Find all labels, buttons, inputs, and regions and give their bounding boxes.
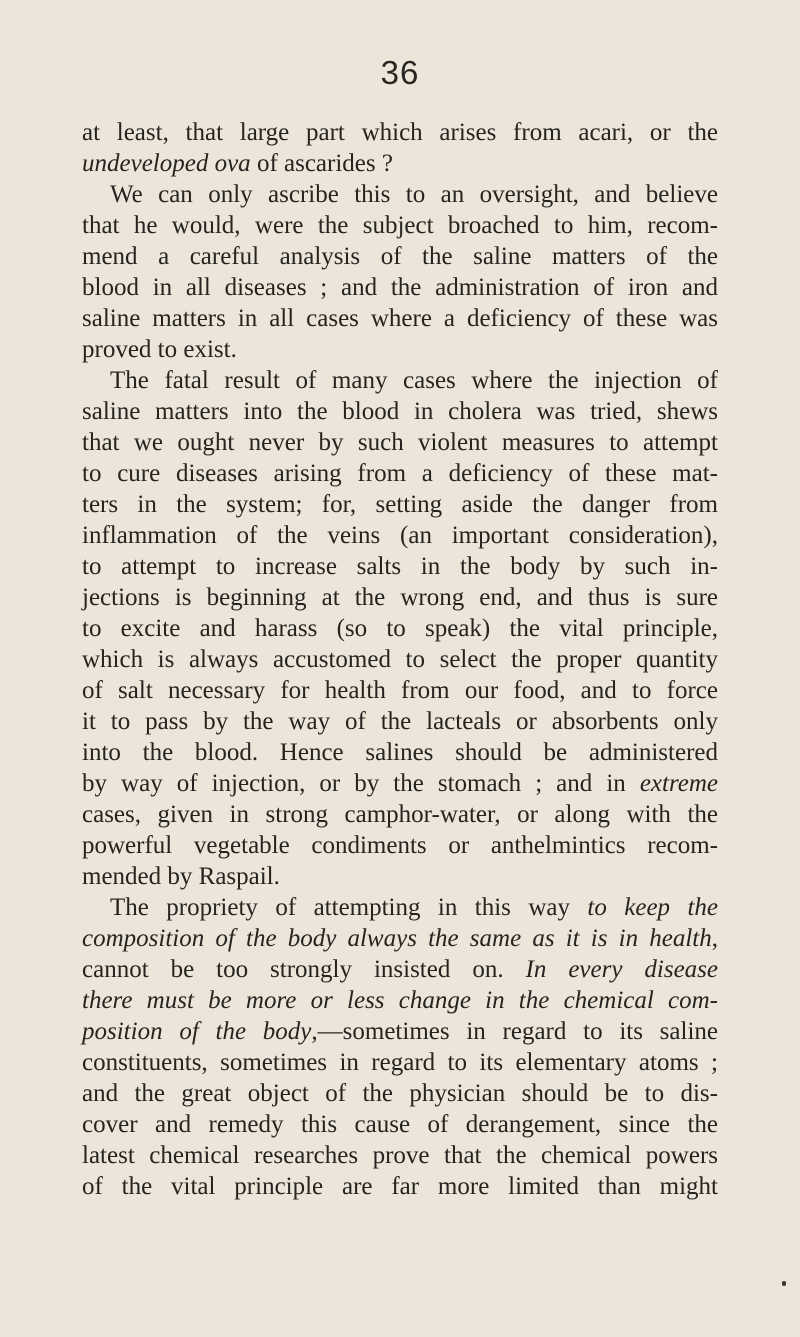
text-run: inflammation of the veins (an important consideration), (82, 522, 718, 549)
text-line (82, 1140, 718, 1171)
text-run: that he would, were the subject broached to him, recom- (82, 212, 718, 239)
text-line (82, 799, 718, 830)
text-line (82, 1047, 718, 1078)
text-run: saline matters in all cases where a deficiency of these was (82, 305, 718, 332)
page-number: 36 (380, 54, 420, 91)
italic-run: In every disease (525, 956, 718, 983)
italic-run: position of the body (82, 1018, 312, 1045)
text-run: to excite and harass (so to speak) the vital principle, (82, 615, 718, 642)
text-run: We can only ascribe this to an oversight, and believe (110, 181, 718, 208)
text-line (110, 365, 718, 396)
text-run: which is always accustomed to select the proper quantity (82, 646, 718, 673)
text-run: constituents, sometimes in regard to its elementary atoms ; (82, 1049, 718, 1076)
text-line (82, 210, 718, 241)
text-run: latest chemical researches prove that the chemical powers (82, 1142, 718, 1169)
text-line (82, 954, 718, 985)
text-run: by way of injection, or by the stomach ; and in (82, 770, 640, 797)
italic-run: there must be more or less change in the chemical com- (82, 987, 718, 1014)
text-run: into the blood. Hence salines should be administered (82, 739, 718, 766)
text-run: and the great object of the physician should be to dis- (82, 1080, 718, 1107)
text-line (82, 706, 718, 737)
text-line (82, 148, 718, 179)
text-run: , (711, 925, 718, 952)
text-line (82, 520, 718, 551)
text-run: that we ought never by such violent measures to attempt (82, 429, 718, 456)
text-line (82, 768, 718, 799)
text-line (82, 985, 718, 1016)
text-line (82, 737, 718, 768)
text-run: to attempt to increase salts in the body by such in- (82, 553, 718, 580)
text-line (82, 551, 718, 582)
text-run: The fatal result of many cases where the injection of (110, 367, 718, 394)
text-run: powerful vegetable condiments or anthelmintics recom- (82, 832, 718, 859)
text-run: ters in the system; for, setting aside the danger from (82, 491, 718, 518)
text-line (82, 1016, 718, 1047)
text-line (82, 582, 718, 613)
text-line (82, 675, 718, 706)
text-run: at least, that large part which arises from acari, or the (82, 119, 718, 146)
text-run: mended by Raspail. (82, 863, 280, 890)
text-line (82, 830, 718, 861)
text-line (82, 458, 718, 489)
text-line (110, 179, 718, 210)
text-line (82, 272, 718, 303)
text-line (82, 1109, 718, 1140)
text-line (82, 117, 718, 148)
text-line (82, 334, 718, 365)
italic-run: undeveloped ova (82, 150, 251, 177)
text-line (82, 1171, 718, 1202)
text-line (82, 303, 718, 334)
text-run: cover and remedy this cause of derangement, since the (82, 1111, 718, 1138)
text-line (82, 923, 718, 954)
text-run: to cure diseases arising from a deficiency of these mat- (82, 460, 718, 487)
italic-run: composition of the body always the same as it is in health (82, 925, 712, 952)
text-run: it to pass by the way of the lacteals or absorbents only (82, 708, 718, 735)
text-run: mend a careful analysis of the saline matters of the (82, 243, 718, 270)
text-run: cannot be too strongly insisted on. (82, 956, 526, 983)
text-line (82, 241, 718, 272)
text-line (82, 644, 718, 675)
text-run: jections is beginning at the wrong end, and thus is sure (82, 584, 718, 611)
text-run: blood in all diseases ; and the administration of iron and (82, 274, 718, 301)
text-run: of ascarides ? (250, 150, 393, 177)
text-line (110, 892, 718, 923)
text-line (82, 1078, 718, 1109)
text-run: cases, given in strong camphor-water, or along with the (82, 801, 718, 828)
text-line (82, 861, 718, 892)
text-run: of the vital principle are far more limited than might (82, 1173, 718, 1200)
text-run: ,—sometimes in regard to its saline (311, 1018, 718, 1045)
text-run: saline matters into the blood in cholera was tried, shews (82, 398, 718, 425)
text-line (82, 613, 718, 644)
text-line (82, 489, 718, 520)
text-line (82, 396, 718, 427)
italic-run: extreme (639, 770, 718, 797)
paper-speck (782, 1281, 786, 1286)
italic-run: to keep the (587, 894, 719, 921)
text-run: proved to exist. (82, 336, 237, 363)
text-run: of salt necessary for health from our food, and to force (82, 677, 718, 704)
text-line (82, 427, 718, 458)
text-run: The propriety of attempting in this way (110, 894, 588, 921)
